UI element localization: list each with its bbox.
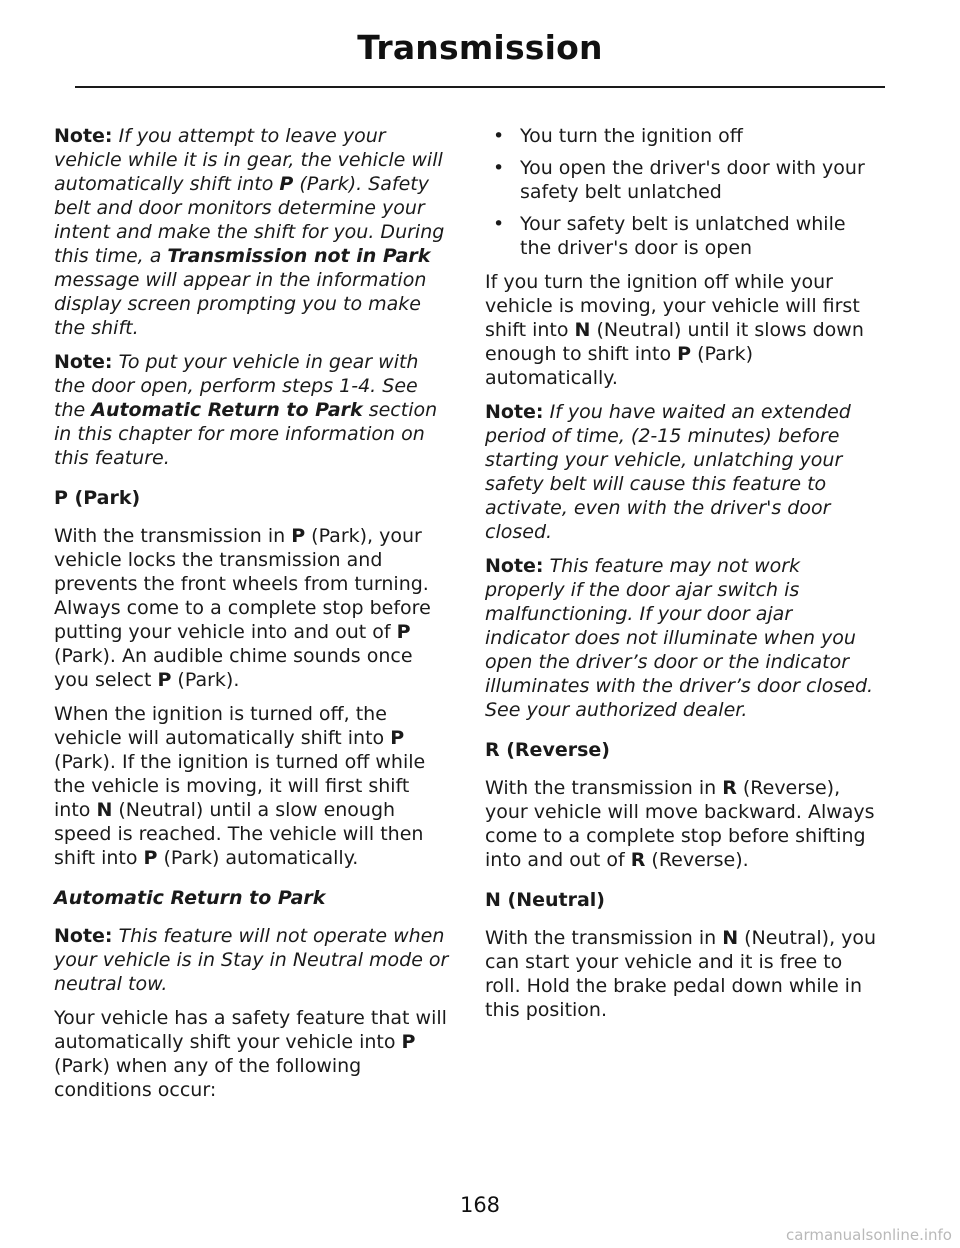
body-text: When the ignition is turned off, the vehicle will automatically shift into — [54, 703, 391, 749]
heading-park: P (Park) — [54, 487, 141, 509]
bullet-mark: • — [493, 125, 505, 147]
body-text: With the transmission in — [485, 927, 723, 949]
arp-paragraph — [54, 1006, 450, 1102]
page-number: 168 — [459, 1193, 501, 1217]
body-text: (Park) when any of the following conditions occur: — [54, 1055, 362, 1101]
note-leave-vehicle — [54, 124, 450, 340]
body-text: (Neutral), you can start your vehicle and it is free to roll. Hold the brake pedal down while in this position. — [485, 927, 877, 1021]
list-item — [485, 156, 881, 204]
watermark: carmanualsonline.info — [786, 1226, 952, 1244]
list-item-text: You open the driver's door with your safety belt unlatched — [520, 157, 865, 203]
gear-letter: R — [630, 849, 646, 871]
section-reference: Automatic Return to Park — [91, 399, 363, 421]
gear-letter: P — [157, 669, 172, 691]
ignition-off-paragraph — [485, 270, 881, 390]
gear-letter: R — [722, 777, 737, 799]
body-text: (Reverse), your vehicle will move backward. Always come to a complete stop before shifting into and out of — [485, 777, 875, 871]
body-text: (Park) automatically. — [157, 847, 359, 869]
park-paragraph-1 — [54, 524, 450, 692]
header-divider — [75, 86, 885, 88]
note-label: Note: — [54, 125, 113, 147]
heading-neutral: N (Neutral) — [485, 889, 605, 911]
gear-letter: N — [722, 927, 739, 949]
body-text: (Neutral) until it slows down enough to shift into — [485, 319, 864, 365]
note-extended-wait — [485, 400, 881, 544]
note-text: (Park). Safety belt and door monitors determine your intent and make the shift for you. During this time, a — [54, 173, 445, 267]
note-text: message will appear in the information display screen prompting you to make the shift. — [54, 269, 427, 339]
note-gear-door-open — [54, 350, 450, 470]
note-text: section in this chapter for more information on this feature. — [54, 399, 438, 469]
right-column — [485, 124, 881, 1032]
gear-letter: P — [390, 727, 405, 749]
left-column — [54, 124, 450, 1112]
note-text: If you attempt to leave your vehicle while it is in gear, the vehicle will automatically shift into — [54, 125, 443, 195]
gear-letter: P — [401, 1031, 416, 1053]
body-text: (Park) automatically. — [485, 343, 754, 389]
bullet-mark: • — [493, 213, 505, 235]
park-paragraph-2 — [54, 702, 450, 870]
note-label: Note: — [485, 401, 544, 423]
conditions-list — [485, 124, 881, 260]
bullet-mark: • — [493, 157, 505, 179]
body-text: (Park). An audible chime sounds once you select — [54, 645, 413, 691]
body-text: With the transmission in — [54, 525, 292, 547]
gear-letter: P — [396, 621, 411, 643]
note-label: Note: — [485, 555, 544, 577]
note-text: To put your vehicle in gear with the door open, perform steps 1-4. See the — [54, 351, 419, 421]
gear-letter: N — [574, 319, 591, 341]
body-text: (Park). — [171, 669, 240, 691]
gear-letter: P — [677, 343, 692, 365]
body-text: (Park), your vehicle locks the transmission and prevents the front wheels from turning. Always come to a complete stop before putting your vehicle into and out of — [54, 525, 431, 643]
body-text: (Park). If the ignition is turned off while the vehicle is moving, it will first shift into — [54, 751, 426, 821]
body-text: If you turn the ignition off while your vehicle is moving, your vehicle will first shift into — [485, 271, 860, 341]
gear-letter: P — [291, 525, 306, 547]
list-item — [485, 124, 881, 148]
page-title: Transmission — [357, 28, 603, 67]
list-item — [485, 212, 881, 260]
heading-reverse: R (Reverse) — [485, 739, 610, 761]
heading-automatic-return-to-park: Automatic Return to Park — [54, 887, 326, 909]
note-text: This feature will not operate when your vehicle is in Stay in Neutral mode or neutral tow. — [54, 925, 449, 995]
body-text: Your vehicle has a safety feature that will automatically shift your vehicle into — [54, 1007, 447, 1053]
neutral-paragraph — [485, 926, 881, 1022]
body-text: With the transmission in — [485, 777, 723, 799]
body-text: (Neutral) until a slow enough speed is reached. The vehicle will then shift into — [54, 799, 424, 869]
message-name: Transmission not in Park — [167, 245, 431, 267]
note-stay-in-neutral — [54, 924, 450, 996]
note-text: This feature may not work properly if the door ajar switch is malfunctioning. If your door ajar indicator does not illuminate when you open the driver’s door or the indicator illuminates with the driver’s door closed. See your authorized dealer. — [485, 555, 874, 721]
list-item-text: Your safety belt is unlatched while the driver's door is open — [520, 213, 846, 259]
note-label: Note: — [54, 351, 113, 373]
gear-letter: P — [279, 173, 294, 195]
note-text: If you have waited an extended period of time, (2-15 minutes) before starting your vehicle, unlatching your safety belt will cause this feature to activate, even with the driver's door closed. — [485, 401, 851, 543]
reverse-paragraph — [485, 776, 881, 872]
gear-letter: N — [96, 799, 113, 821]
body-text: (Reverse). — [645, 849, 749, 871]
list-item-text: You turn the ignition off — [520, 125, 743, 147]
note-label: Note: — [54, 925, 113, 947]
gear-letter: P — [143, 847, 158, 869]
note-door-ajar — [485, 554, 881, 722]
